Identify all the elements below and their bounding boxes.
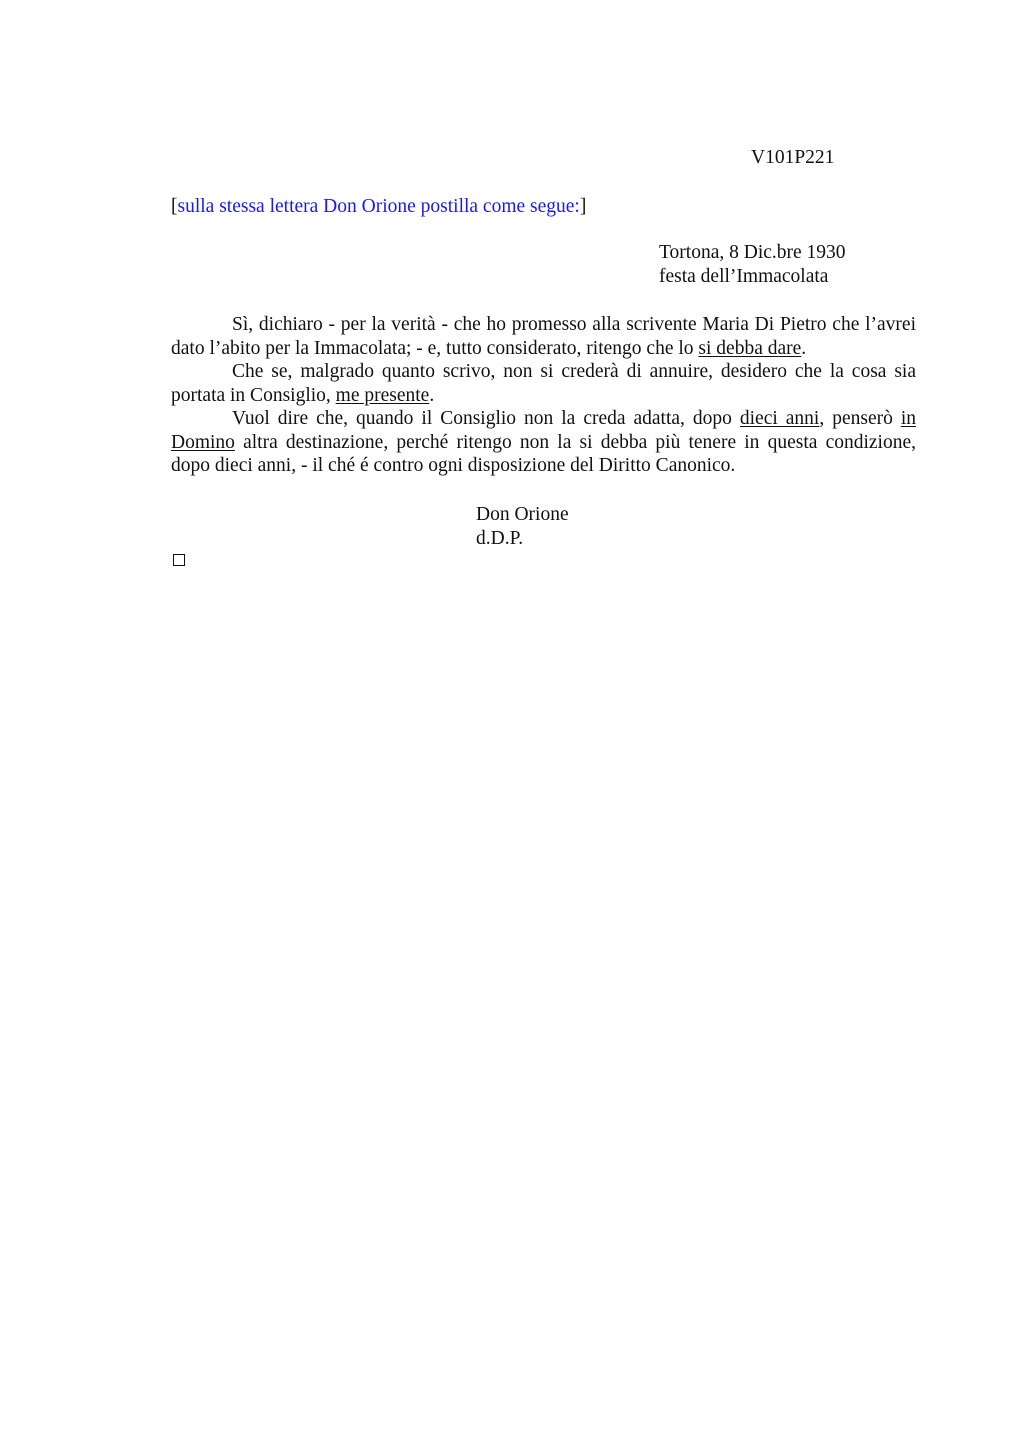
paragraph-1-text: Sì, dichiaro - per la verità - che ho promesso alla scrivente Maria Di Pietro che l’avrei dato l’abito per la Immacolata; - e, tutto considerato, ritengo che lo	[171, 314, 916, 359]
paragraph-3-underlined-1: dieci anni	[739, 408, 820, 429]
paragraph-1-underlined: si debba dare	[698, 337, 802, 359]
paragraph-2	[171, 360, 916, 407]
note-text: sulla stessa lettera Don Orione postilla come segue:	[177, 196, 580, 217]
signature-title: d.D.P.	[476, 527, 524, 549]
paragraph-1-end: .	[801, 337, 807, 359]
signature-name: Don Orione	[476, 504, 569, 525]
page-reference: V101P221	[751, 147, 835, 168]
paragraph-1	[171, 313, 916, 360]
note-close-bracket: ]	[579, 196, 587, 217]
paragraph-2-text: Che se, malgrado quanto scrivo, non si crederà di annuire, desidero che la cosa sia portata in Consiglio,	[171, 361, 916, 406]
dateline-feast: festa dell’Immacolata	[659, 265, 829, 287]
dateline-place-date: Tortona, 8 Dic.bre 1930	[659, 242, 846, 263]
paragraph-2-underlined: me presente	[335, 384, 430, 406]
editorial-note	[171, 195, 586, 219]
paragraph-3-end: altra destinazione, perché ritengo non la si debba più tenere in questa condizione, dopo dieci anni, - il ché é contro ogni disposizione del Diritto Canonico.	[171, 431, 916, 476]
signature	[476, 503, 569, 550]
paragraph-3-underlined-2: in Domino	[171, 408, 916, 453]
empty-square-icon	[173, 554, 185, 566]
paragraph-3-text: Vuol dire che, quando il Consiglio non la creda adatta, dopo	[232, 408, 740, 429]
dateline	[659, 241, 846, 288]
note-open-bracket: [	[171, 196, 178, 217]
letter-body	[171, 313, 916, 478]
paragraph-3-middle: , penserò	[819, 408, 901, 429]
paragraph-3	[171, 407, 916, 478]
paragraph-2-end: .	[429, 384, 435, 406]
